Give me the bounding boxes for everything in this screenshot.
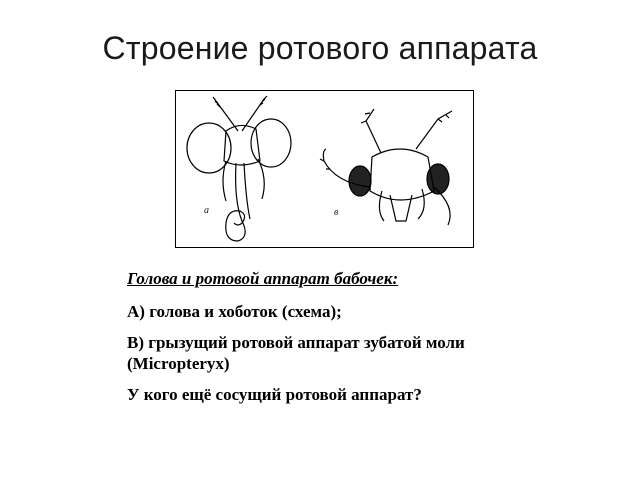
mouthparts-drawing xyxy=(176,91,473,247)
proboscis-head-drawing xyxy=(187,96,291,241)
caption-heading: Голова и ротовой аппарат бабочек: xyxy=(127,269,399,288)
caption-block xyxy=(127,268,557,415)
slide-title: Строение ротового аппарата xyxy=(102,30,538,66)
figure-label-b: в xyxy=(334,207,339,218)
caption-line-b: В) грызущий ротовой аппарат зубатой моли (Micropteryx) xyxy=(127,333,465,373)
mouthparts-figure xyxy=(175,90,474,248)
figure-label-a: а xyxy=(204,205,209,216)
caption-line-a: А) голова и хоботок (схема); xyxy=(127,302,342,321)
chewing-mouthparts-drawing xyxy=(320,109,452,225)
caption-question: У кого ещё сосущий ротовой аппарат? xyxy=(127,385,422,404)
